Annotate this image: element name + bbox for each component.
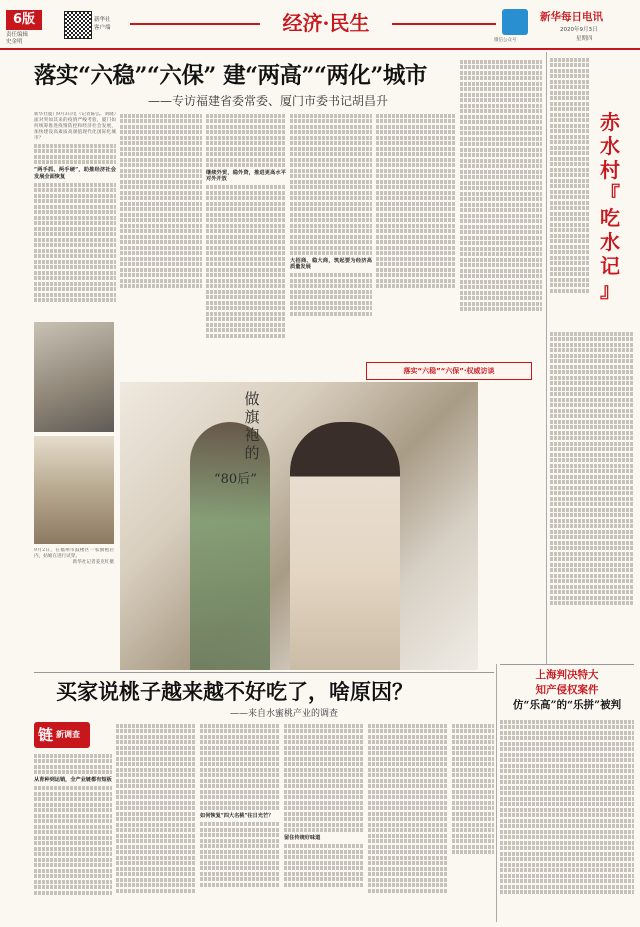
article-1-subhead-1: “两手抓、两手硬”，助推经济社会发展全面恢复 — [34, 167, 116, 180]
sidebar-column-2 — [550, 330, 634, 650]
sidebar-divider — [546, 52, 547, 664]
article-2-column-4 — [284, 722, 364, 920]
article-2-subheadline: ——来自水蜜桃产业的调查 — [230, 709, 339, 719]
paper-name: 新华每日电讯 — [540, 11, 603, 23]
photo-title-80s: “80后” — [214, 472, 257, 487]
article-2-subhead-1: 从育种到运销，全产业链都有短板 — [34, 777, 112, 783]
article-1-subheadline: ——专访福建省委常委、厦门市委书记胡昌升 — [148, 94, 389, 108]
page-label: 6版 — [6, 10, 42, 30]
investigation-logo-label: 新调查 — [56, 730, 80, 739]
qr-code-1 — [64, 11, 92, 39]
article-3-body — [500, 718, 634, 918]
interview-tag-text: 落实“六稳”“六保”·权威访谈 — [403, 367, 495, 375]
article-2-subhead-3: 留住传统好味道 — [284, 835, 321, 841]
article-2-column-2 — [116, 722, 196, 920]
article-1-column-2 — [120, 112, 202, 320]
qr-code-2 — [502, 9, 528, 35]
photo-main-qipao — [120, 382, 478, 670]
article-3-rule — [500, 664, 634, 665]
masthead-divider — [0, 48, 640, 50]
qr-caption-1: 新华社 客户端 — [94, 17, 111, 31]
photo-small-caption: 9月2日，在福州市鼓楼区一家旗袍店内，姑娘在进行试穿。 新华社记者姜克红摄 — [34, 548, 114, 566]
sidebar-column-1 — [550, 56, 590, 326]
masthead — [0, 0, 640, 48]
article-2-column-3 — [200, 722, 280, 920]
investigation-logo — [34, 722, 90, 748]
article-2-subhead-2: 如何恢复“四大名桃”往日光芒？ — [200, 813, 274, 819]
article-1-lead: 新华社厦门9月3日电（记者陈弘、刘晓）面对突如其来的疫情严峻考验，厦门如何统筹推进疫情防控和经济社会发展，加快建设高素质高颜值现代化国际化城市？ — [34, 112, 116, 142]
article-2-column-6 — [452, 722, 494, 920]
article-1-headline: 落实“六稳”“六保” 建“两高”“两化”城市 — [34, 63, 427, 89]
issue-weekday: 星期四 — [576, 36, 593, 42]
editor-credit: 责任编辑 史金明 — [6, 32, 29, 45]
photo-title-vertical: 做 旗 袍 的 — [244, 390, 260, 462]
article-1-subhead-3: 大招商、稳大商，筑起要为经济高质量发展 — [290, 258, 372, 271]
investigation-logo-mark: 链 — [38, 726, 54, 744]
masthead-rule-right — [392, 23, 496, 25]
article-1-column-5 — [376, 112, 456, 362]
article-3-headline: 上海判决特大 知产侵权案件 仿“乐高”的“乐拼”被判 — [512, 669, 622, 711]
article-2-headline: 买家说桃子越来越不好吃了，啥原因？ — [56, 679, 413, 704]
qr-caption-2: 微信公众号 — [494, 38, 517, 43]
sidebar-title: 赤 水 村 『 吃 水 记 』 — [600, 110, 620, 302]
photo-small-portrait — [34, 322, 114, 432]
photo-figure-model — [290, 422, 400, 670]
article-2-column-1 — [34, 752, 112, 920]
masthead-rule-left — [130, 23, 260, 25]
article-1-subhead-2: 继续外贸，稳外资，推进更高水平对外开放 — [206, 170, 286, 183]
section-title: 经济·民生 — [282, 11, 370, 35]
interview-tag-box — [366, 362, 532, 380]
article-1-column-1 — [34, 112, 116, 320]
article-1-column-4 — [290, 112, 372, 402]
photo-gallery-strip — [34, 436, 114, 544]
issue-date: 2020年9月3日 — [560, 27, 598, 33]
article-2-divider — [496, 664, 497, 922]
article-2-column-5 — [368, 722, 448, 920]
article-2-rule — [34, 672, 494, 673]
article-1-column-3 — [206, 112, 286, 402]
article-1-column-6 — [460, 58, 542, 358]
